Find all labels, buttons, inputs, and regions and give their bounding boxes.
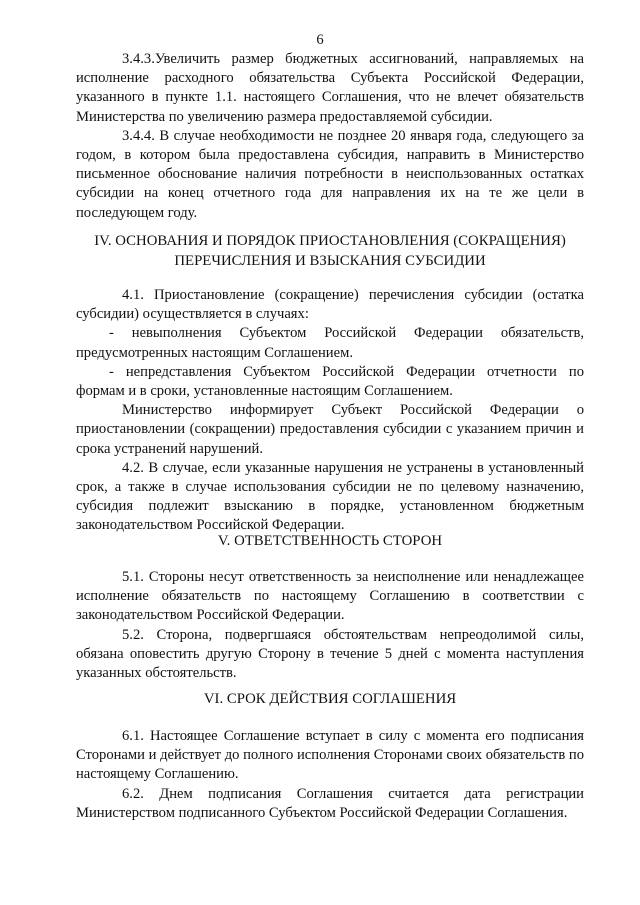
clause-4-1-item-2: - непредставления Субъектом Российской Федерации отчетности по формам и в сроки, установленные настоящим Соглашением.	[76, 363, 584, 400]
clause-4-1: 4.1. Приостановление (сокращение) перечисления субсидии (остатка субсидии) осуществляется в случаях:	[76, 287, 584, 323]
section-4-title-line1: IV. ОСНОВАНИЯ И ПОРЯДОК ПРИОСТАНОВЛЕНИЯ (СОКРАЩЕНИЯ)	[94, 233, 566, 249]
clause-3-4-3: 3.4.3.Увеличить размер бюджетных ассигнований, направляемых на исполнение расходного обязательства Субъекта Российской Федерации, указанного в пункте 1.1. настоящего Соглашения, что не влечет обязательств Министерства по увеличению размера предоставляемой субсидии.	[76, 51, 584, 125]
clause-block-3-4	[76, 50, 584, 223]
clause-4-1-item-1: - невыполнения Субъектом Российской Федерации обязательств, предусмотренных настоящим Соглашением.	[76, 325, 584, 361]
clause-6-2: 6.2. Днем подписания Соглашения считается дата регистрации Министерством подписанного Субъектом Российской Федерации Соглашения.	[76, 785, 584, 821]
section-4-heading	[76, 232, 584, 271]
section-4-title-line2: ПЕРЕЧИСЛЕНИЯ И ВЗЫСКАНИЯ СУБСИДИИ	[174, 252, 486, 269]
section-4-body	[76, 286, 584, 536]
clause-3-4-4: 3.4.4. В случае необходимости не позднее 20 января года, следующего за годом, в котором была предоставлена субсидия, направить в Министерство письменное обоснование наличия потребности в неиспользованных остатках субсидии на конец отчетного года для направления их на те же цели в последующем году.	[76, 127, 584, 221]
section-6-title: VI. СРОК ДЕЙСТВИЯ СОГЛАШЕНИЯ	[203, 691, 457, 707]
section-5-body	[76, 568, 584, 683]
clause-4-1-notice: Министерство информирует Субъект Российской Федерации о приостановлении (сокращении) предоставления субсидии с указанием причин и срока устранений нарушений.	[76, 402, 584, 457]
section-6-body	[76, 727, 584, 823]
clause-6-1: 6.1. Настоящее Соглашение вступает в силу с момента его подписания Сторонами и действует до полного исполнения Сторонами своих обязательств по настоящему Соглашению.	[76, 728, 584, 783]
clause-5-2: 5.2. Сторона, подвергшаяся обстоятельствам непреодолимой силы, обязана оповестить другую Сторону в течение 5 дней с момента наступления указанных обстоятельств.	[76, 626, 584, 682]
clause-4-2: 4.2. В случае, если указанные нарушения не устранены в установленный срок, а также в случае использования субсидии не по целевому назначению, субсидия подлежит взысканию в порядке, установленном бюджетным законодательством Российской Федерации.	[76, 459, 584, 534]
section-5-title: V. ОТВЕТСТВЕННОСТЬ СТОРОН	[217, 533, 443, 549]
clause-5-1: 5.1. Стороны несут ответственность за неисполнение или ненадлежащее исполнение обязательств по настоящему Соглашению в соответствии с законодательством Российской Федерации.	[76, 569, 584, 624]
page-number: 6	[316, 32, 324, 48]
